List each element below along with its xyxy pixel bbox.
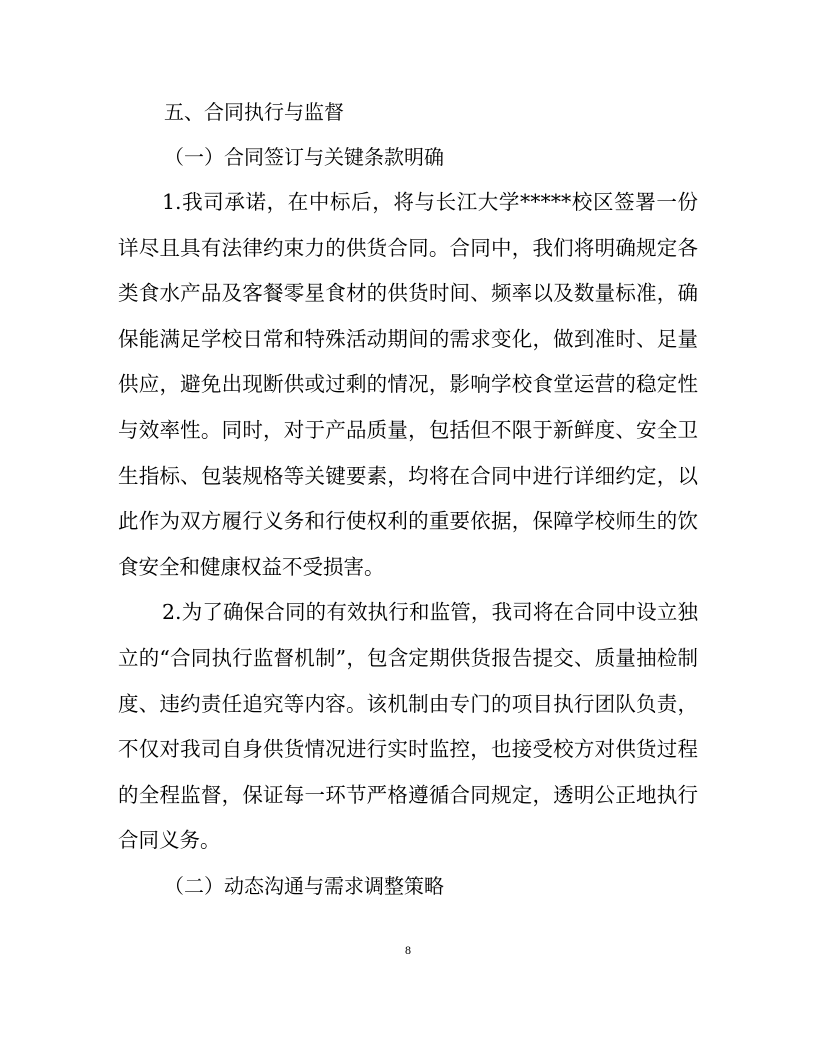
subsection-heading-1: （一）合同签订与关键条款明确 <box>164 145 444 169</box>
paragraph-1: 1.我司承诺，在中标后，将与长江大学*****校区签署一份详尽且具有法律约束力的供货合同。合同中，我们将明确规定各类食水产品及客餐零星食材的供货时间、频率以及数量标准，确保能满足学校日常和特殊活动期间的需求变化，做到准时、足量供应，避免出现断供或过剩的情况，影响学校食堂运营的稳定性与效率性。同时，对于产品质量，包括但不限于新鲜度、安全卫生指标、包装规格等关键要素，均将在合同中进行详细约定，以此作为双方履行义务和行使权利的重要依据，保障学校师生的饮食安全和健康权益不受损害。 <box>118 190 698 579</box>
section-heading: 五、合同执行与监督 <box>164 100 344 124</box>
subsection-heading-2: （二）动态沟通与需求调整策略 <box>164 873 444 898</box>
paragraph-2: 2.为了确保合同的有效执行和监管，我司将在合同中设立独立的“合同执行监督机制”，包含定期供货报告提交、质量抽检制度、违约责任追究等内容。该机制由专门的项目执行团队负责，不仅对我司自身供货情况进行实时监控，也接受校方对供货过程的全程监督，保证每一环节严格遵循合同规定，透明公正地执行合同义务。 <box>118 600 698 853</box>
document-body <box>118 90 698 909</box>
page-number: 8 <box>405 943 411 957</box>
